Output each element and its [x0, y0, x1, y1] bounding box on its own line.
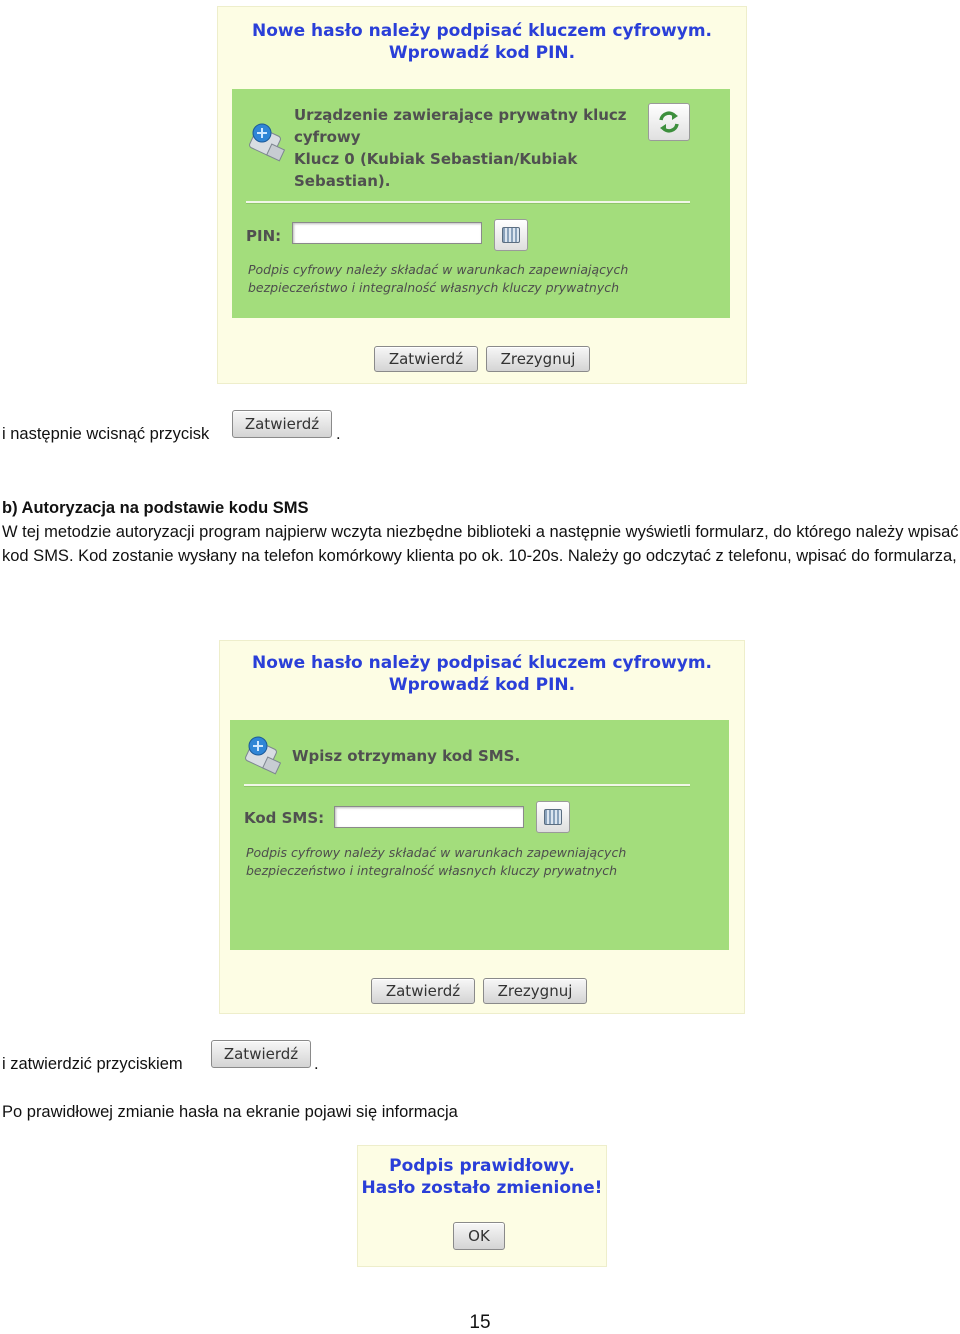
- pin-input[interactable]: [292, 222, 482, 244]
- pin-label: PIN:: [246, 227, 282, 245]
- inline-confirm-button: Zatwierdź: [232, 410, 332, 438]
- ok-button[interactable]: OK: [453, 1222, 505, 1250]
- confirm-button[interactable]: Zatwierdź: [374, 346, 478, 372]
- security-notice-line1: Podpis cyfrowy należy składać w warunkach zapewniających: [246, 845, 627, 860]
- pin-dialog-title-line1: Nowe hasło należy podpisać kluczem cyfrowym.: [251, 21, 713, 41]
- inline-confirm-button: Zatwierdź: [211, 1040, 311, 1068]
- virtual-keyboard-button[interactable]: [536, 801, 570, 833]
- cancel-button[interactable]: Zrezygnuj: [486, 346, 590, 372]
- sms-code-input[interactable]: [334, 806, 524, 828]
- sms-dialog-panel: [230, 720, 729, 950]
- result-info-text: Po prawidłowej zmianie hasła na ekranie pojawi się informacja: [2, 1103, 458, 1121]
- success-line2: Hasło zostało zmienione!: [361, 1178, 603, 1198]
- cancel-button[interactable]: Zrezygnuj: [483, 978, 587, 1004]
- sms-code-label: Kod SMS:: [244, 809, 325, 827]
- panel-divider: [246, 201, 690, 204]
- security-notice-line2: bezpieczeństwo i integralność własnych kluczy prywatnych: [248, 280, 620, 295]
- instruction-period: .: [314, 1055, 319, 1073]
- refresh-icon: [657, 110, 681, 134]
- sms-prompt: Wpisz otrzymany kod SMS.: [292, 747, 521, 765]
- success-dialog: [357, 1145, 607, 1267]
- usb-key-icon: [242, 732, 288, 776]
- sms-dialog-title-line2: Wprowadź kod PIN.: [388, 675, 576, 695]
- section-b-paragraph: W tej metodzie autoryzacji program najpierw wczyta niezbędne biblioteki a następnie wyświetli formularz, do którego należy wpisać kod SMS. Kod zostanie wysłany na telefon komórkowy klienta po ok. 10-20s. Należy go odczytać z telefonu, wpisać do formularza,: [2, 523, 959, 565]
- sms-dialog: [219, 640, 745, 1014]
- device-line-1: Urządzenie zawierające prywatny klucz: [294, 106, 627, 124]
- keyboard-icon: [544, 809, 562, 825]
- instruction-confirm-button: i zatwierdzić przyciskiem: [2, 1055, 183, 1073]
- device-line-3: Klucz 0 (Kubiak Sebastian/Kubiak: [294, 150, 578, 168]
- instruction-press-button: i następnie wcisnąć przycisk: [2, 425, 210, 443]
- panel-divider: [244, 784, 690, 787]
- pin-dialog-title-line2: Wprowadź kod PIN.: [388, 43, 576, 63]
- pin-dialog-panel: [232, 89, 730, 318]
- sms-dialog-title-line1: Nowe hasło należy podpisać kluczem cyfrowym.: [251, 653, 713, 673]
- security-notice-line1: Podpis cyfrowy należy składać w warunkach zapewniających: [248, 262, 629, 277]
- device-line-4: Sebastian).: [294, 172, 391, 190]
- device-line-2: cyfrowy: [294, 128, 361, 146]
- confirm-button[interactable]: Zatwierdź: [371, 978, 475, 1004]
- keyboard-icon: [502, 227, 520, 243]
- usb-key-icon: [246, 119, 292, 163]
- page-number: 15: [469, 1312, 491, 1333]
- pin-dialog: [217, 6, 747, 384]
- virtual-keyboard-button[interactable]: [494, 219, 528, 251]
- instruction-period: .: [336, 425, 341, 443]
- security-notice-line2: bezpieczeństwo i integralność własnych kluczy prywatnych: [246, 863, 618, 878]
- success-line1: Podpis prawidłowy.: [389, 1156, 575, 1176]
- refresh-button[interactable]: [648, 103, 690, 141]
- section-b-heading: b) Autoryzacja na podstawie kodu SMS: [2, 499, 309, 517]
